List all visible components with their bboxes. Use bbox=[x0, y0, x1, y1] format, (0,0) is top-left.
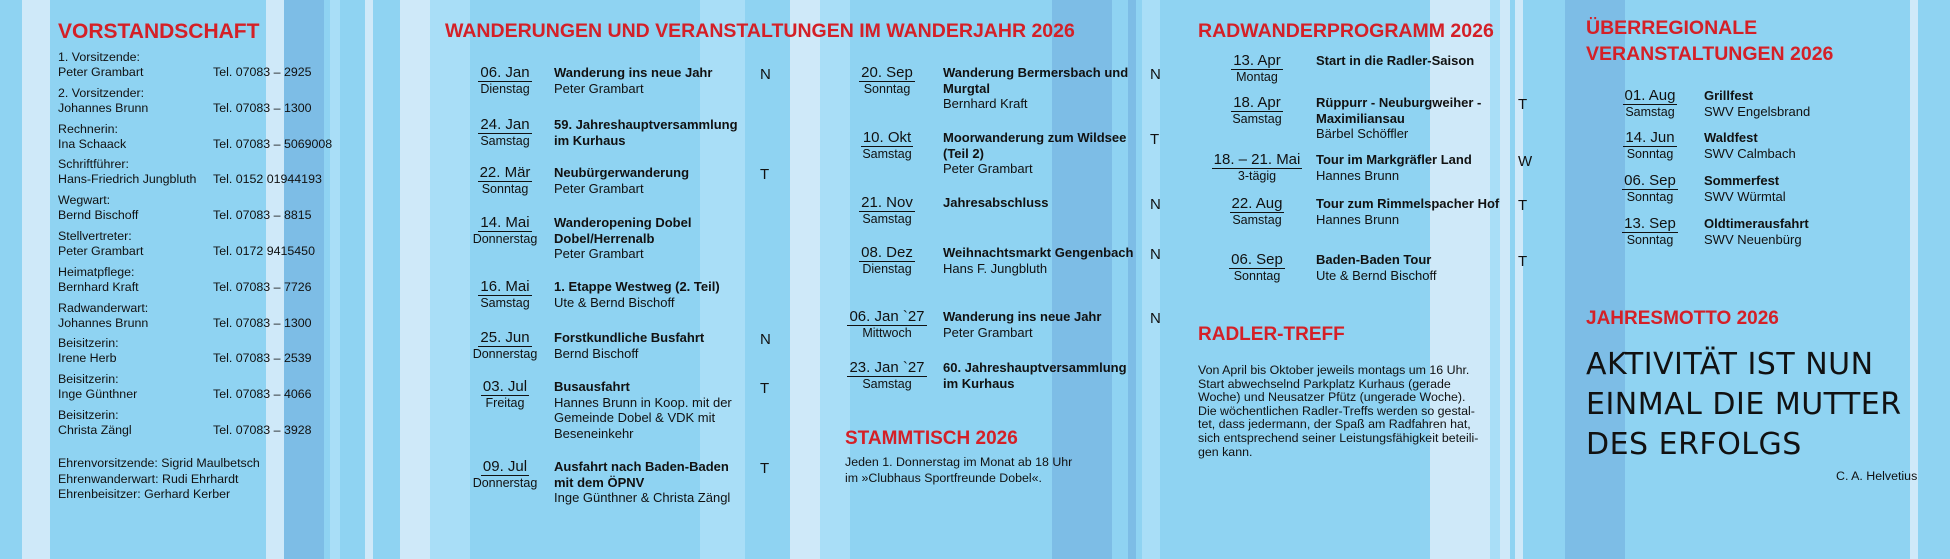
event-date-day: 10. Okt bbox=[862, 129, 912, 146]
radwander-title: RADWANDERPROGRAMM 2026 bbox=[1198, 20, 1494, 42]
event-title bbox=[1316, 252, 1508, 283]
member-name: Peter Grambart bbox=[58, 65, 144, 79]
motto-title: JAHRESMOTTO 2026 bbox=[1586, 308, 1779, 329]
event-date-day: 16. Mai bbox=[480, 278, 530, 295]
event-weekday: Samstag bbox=[1625, 105, 1675, 119]
event-weekday: Donnerstag bbox=[472, 232, 538, 246]
event-title bbox=[943, 245, 1135, 276]
event-date-day: 09. Jul bbox=[482, 458, 528, 475]
member-role: Beisitzerin: bbox=[58, 336, 119, 351]
event-organizer: Hannes Brunn bbox=[1316, 167, 1400, 183]
event-date bbox=[1602, 87, 1698, 119]
event-date bbox=[832, 244, 942, 276]
event-title bbox=[554, 215, 746, 262]
event-name: Jahresabschluss bbox=[943, 195, 1049, 210]
event-title bbox=[1316, 152, 1508, 183]
member-role: Heimatpflege: bbox=[58, 264, 135, 279]
member-phone: Tel. 07083 – 4066 bbox=[213, 387, 312, 402]
event-organizer: Hannes Brunn in Koop. mit der Gemeinde Dobel & VDK mit Beseneinkehr bbox=[554, 394, 732, 441]
event-difficulty-mark: T bbox=[760, 460, 770, 477]
event-weekday: Dienstag bbox=[862, 262, 912, 276]
event-organizer: Inge Günthner & Christa Zängl bbox=[554, 490, 731, 505]
member-phone: Tel. 07083 – 2925 bbox=[213, 65, 312, 79]
event-organizer: Peter Grambart bbox=[554, 180, 644, 196]
event-date bbox=[446, 278, 564, 310]
board-title: VORSTANDSCHAFT bbox=[58, 20, 260, 43]
board-member-row bbox=[58, 229, 358, 265]
event-date bbox=[446, 164, 564, 196]
event-difficulty-mark: T bbox=[1518, 96, 1528, 113]
event-date bbox=[1205, 195, 1309, 227]
event-date bbox=[1602, 215, 1698, 247]
member-name: Peter Grambart bbox=[58, 243, 144, 258]
event-date-day: 13. Sep bbox=[1624, 215, 1676, 232]
event-name: Tour im Markgräfler Land bbox=[1316, 152, 1472, 167]
event-difficulty-mark: N bbox=[1150, 246, 1161, 263]
event-weekday: Samstag bbox=[862, 377, 912, 391]
motto-line: EINMAL DIE MUTTER bbox=[1586, 387, 1902, 422]
event-organizer: Hans F. Jungbluth bbox=[943, 260, 1048, 276]
event-difficulty-mark: N bbox=[760, 66, 771, 83]
event-organizer: Hannes Brunn bbox=[1316, 211, 1400, 227]
member-name: Hans-Friedrich Jungbluth bbox=[58, 172, 197, 187]
event-difficulty-mark: T bbox=[1518, 253, 1528, 270]
event-title bbox=[1316, 53, 1508, 69]
member-name: Inge Günthner bbox=[58, 387, 138, 402]
member-phone: Tel. 07083 – 8815 bbox=[213, 208, 312, 223]
event-weekday: 3-tägig bbox=[1237, 169, 1277, 183]
event-organizer: Peter Grambart bbox=[554, 80, 644, 96]
event-title bbox=[1704, 173, 1904, 204]
event-date-day: 01. Aug bbox=[1624, 87, 1676, 104]
regional-title-line: ÜBERREGIONALE bbox=[1586, 17, 1758, 39]
board-member-row bbox=[58, 408, 358, 444]
event-date-day: 06. Jan `27 bbox=[849, 308, 925, 325]
event-organizer: SWV Neuenbürg bbox=[1704, 231, 1802, 247]
member-role: 2. Vorsitzender: bbox=[58, 85, 145, 100]
radlertreff-line: sich entsprechend seiner Leistungsfähigkeit beteili- bbox=[1198, 430, 1479, 445]
event-weekday: Freitag bbox=[485, 396, 525, 410]
member-name: Bernhard Kraft bbox=[58, 279, 139, 294]
event-name: Waldfest bbox=[1704, 130, 1758, 145]
event-title bbox=[943, 195, 1135, 211]
honorary-line: Ehrenwanderwart: Rudi Ehrhardt bbox=[58, 471, 239, 486]
event-date bbox=[446, 329, 564, 361]
event-organizer: Bernd Bischoff bbox=[554, 345, 639, 361]
radlertreff-title: RADLER-TREFF bbox=[1198, 324, 1345, 345]
member-role: Beisitzerin: bbox=[58, 407, 119, 422]
event-date bbox=[832, 194, 942, 226]
member-role: 1. Vorsitzende: bbox=[58, 50, 140, 64]
event-difficulty-mark: T bbox=[1518, 197, 1528, 214]
event-title bbox=[1704, 130, 1904, 161]
hikes-title: WANDERUNGEN UND VERANSTALTUNGEN IM WANDERJAHR 2026 bbox=[445, 20, 1075, 42]
honorary-line: Ehrenbeisitzer: Gerhard Kerber bbox=[58, 487, 231, 501]
event-weekday: Montag bbox=[1236, 70, 1278, 84]
event-title bbox=[554, 165, 746, 196]
event-weekday: Samstag bbox=[480, 134, 530, 148]
event-date-day: 14. Jun bbox=[1625, 129, 1675, 146]
event-date bbox=[832, 129, 942, 161]
member-name: Christa Zängl bbox=[58, 422, 132, 437]
member-role: Beisitzerin: bbox=[58, 372, 119, 387]
board-member-row bbox=[58, 265, 358, 301]
event-name: Grillfest bbox=[1704, 88, 1754, 103]
event-weekday: Dienstag bbox=[480, 82, 530, 96]
board-member-row bbox=[58, 157, 358, 193]
event-name: Baden-Baden Tour bbox=[1316, 252, 1432, 267]
member-phone: Tel. 07083 – 5069008 bbox=[213, 136, 333, 151]
event-name: Tour zum Rimmelspacher Hof bbox=[1316, 196, 1500, 211]
motto-line: AKTIVITÄT IST NUN bbox=[1586, 347, 1874, 382]
event-date bbox=[832, 308, 942, 340]
board-member-row bbox=[58, 372, 358, 408]
event-date bbox=[1205, 94, 1309, 126]
event-date-day: 06. Jan bbox=[480, 64, 530, 81]
event-date bbox=[1205, 52, 1309, 84]
event-date-day: 25. Jun bbox=[480, 329, 530, 346]
event-date-day: 23. Jan `27 bbox=[849, 359, 925, 376]
radlertreff-line: gen kann. bbox=[1198, 444, 1253, 459]
event-date-day: 22. Mär bbox=[479, 164, 531, 181]
member-role: Stellvertreter: bbox=[58, 228, 132, 243]
event-title bbox=[554, 379, 746, 441]
member-phone: Tel. 0172 9415450 bbox=[213, 243, 315, 258]
event-weekday: Donnerstag bbox=[472, 476, 538, 490]
event-date bbox=[832, 359, 942, 391]
event-name: Wanderung ins neue Jahr bbox=[943, 309, 1102, 324]
event-name: Busausfahrt bbox=[554, 379, 630, 394]
event-difficulty-mark: N bbox=[760, 331, 771, 348]
event-title bbox=[943, 130, 1135, 177]
event-name: Forstkundliche Busfahrt bbox=[554, 330, 705, 345]
event-difficulty-mark: N bbox=[1150, 66, 1161, 83]
event-date-day: 06. Sep bbox=[1624, 172, 1676, 189]
honorary-members bbox=[58, 456, 260, 503]
event-name: 1. Etappe Westweg (2. Teil) bbox=[554, 279, 720, 294]
event-date-day: 08. Dez bbox=[861, 244, 913, 261]
event-difficulty-mark: N bbox=[1150, 310, 1161, 327]
event-weekday: Samstag bbox=[1232, 213, 1282, 227]
member-role: Radwanderwart: bbox=[58, 300, 149, 315]
event-organizer: SWV Würmtal bbox=[1704, 188, 1786, 204]
event-name: Weihnachtsmarkt Gengenbach bbox=[943, 245, 1134, 260]
event-organizer: SWV Engelsbrand bbox=[1704, 103, 1811, 119]
event-weekday: Samstag bbox=[862, 212, 912, 226]
event-title bbox=[943, 65, 1135, 112]
event-organizer: Ute & Bernd Bischoff bbox=[554, 294, 675, 310]
board-member-row bbox=[58, 301, 358, 337]
event-weekday: Sonntag bbox=[481, 182, 529, 196]
event-title bbox=[943, 309, 1135, 340]
event-date bbox=[446, 64, 564, 96]
event-difficulty-mark: T bbox=[1150, 131, 1160, 148]
motto-quote bbox=[1586, 345, 1926, 465]
event-name: Moorwanderung zum Wildsee (Teil 2) bbox=[943, 130, 1127, 161]
radlertreff-line: Woche) und Neusatzer Pfütz (ungerade Woche). bbox=[1198, 390, 1466, 405]
radlertreff-line: Von April bis Oktober jeweils montags um 16 Uhr. bbox=[1198, 363, 1470, 377]
event-name: Sommerfest bbox=[1704, 173, 1780, 188]
event-title bbox=[1316, 95, 1508, 142]
event-name: 59. Jahreshauptversammlung im Kurhaus bbox=[554, 117, 738, 148]
member-name: Irene Herb bbox=[58, 351, 117, 366]
event-date bbox=[1205, 151, 1309, 183]
member-role: Rechnerin: bbox=[58, 121, 118, 136]
event-title bbox=[1704, 88, 1904, 119]
event-weekday: Donnerstag bbox=[472, 347, 538, 361]
event-date bbox=[832, 64, 942, 96]
event-name: Wanderung ins neue Jahr bbox=[554, 65, 713, 80]
event-weekday: Sonntag bbox=[1626, 147, 1674, 161]
event-date-day: 21. Nov bbox=[861, 194, 913, 211]
event-date bbox=[1602, 172, 1698, 204]
event-title bbox=[554, 459, 746, 506]
event-organizer: Peter Grambart bbox=[943, 161, 1033, 176]
event-weekday: Samstag bbox=[862, 147, 912, 161]
regional-title bbox=[1586, 15, 1833, 67]
event-organizer: Bärbel Schöffler bbox=[1316, 126, 1409, 141]
event-name: Rüppurr - Neuburgweiher - Maximiliansau bbox=[1316, 95, 1482, 126]
event-difficulty-mark: T bbox=[760, 166, 770, 183]
board-member-row bbox=[58, 86, 358, 122]
event-organizer: SWV Calmbach bbox=[1704, 145, 1796, 161]
event-weekday: Samstag bbox=[480, 296, 530, 310]
board-member-row bbox=[58, 50, 358, 86]
member-phone: Tel. 07083 – 1300 bbox=[213, 100, 312, 115]
event-difficulty-mark: W bbox=[1518, 153, 1533, 170]
member-name: Ina Schaack bbox=[58, 136, 127, 151]
board-member-row bbox=[58, 336, 358, 372]
board-member-row bbox=[58, 122, 358, 158]
event-date bbox=[446, 458, 564, 490]
member-phone: Tel. 07083 – 7726 bbox=[213, 279, 312, 294]
regional-title-line: VERANSTALTUNGEN 2026 bbox=[1586, 43, 1834, 65]
event-date-day: 06. Sep bbox=[1231, 251, 1283, 268]
event-date-day: 24. Jan bbox=[480, 116, 530, 133]
stammtisch-title: STAMMTISCH 2026 bbox=[845, 428, 1018, 449]
event-title bbox=[1316, 196, 1508, 227]
motto-line: DES ERFOLGS bbox=[1586, 427, 1802, 462]
honorary-line: Ehrenvorsitzende: Sigrid Maulbetsch bbox=[58, 456, 260, 470]
stammtisch-line: Jeden 1. Donnerstag im Monat ab 18 Uhr bbox=[845, 455, 1073, 469]
event-date-day: 20. Sep bbox=[861, 64, 913, 81]
board-member-row bbox=[58, 193, 358, 229]
event-title bbox=[554, 330, 746, 361]
member-name: Bernd Bischoff bbox=[58, 208, 139, 223]
event-weekday: Sonntag bbox=[1626, 233, 1674, 247]
event-name: Wanderopening Dobel Dobel/Herrenalb bbox=[554, 215, 692, 246]
event-name: Neubürgerwanderung bbox=[554, 165, 690, 180]
event-date bbox=[446, 214, 564, 246]
member-name: Johannes Brunn bbox=[58, 315, 149, 330]
event-title bbox=[554, 65, 746, 96]
member-phone: Tel. 07083 – 2539 bbox=[213, 351, 312, 366]
stammtisch-line: im »Clubhaus Sportfreunde Dobel«. bbox=[845, 470, 1042, 485]
event-date-day: 14. Mai bbox=[480, 214, 530, 231]
event-name: Wanderung Bermersbach und Murgtal bbox=[943, 65, 1129, 96]
event-name: 60. Jahreshauptversammlung im Kurhaus bbox=[943, 360, 1127, 391]
event-date-day: 18. – 21. Mai bbox=[1213, 151, 1301, 168]
event-organizer: Bernhard Kraft bbox=[943, 96, 1028, 111]
event-difficulty-mark: T bbox=[760, 380, 770, 397]
event-name: Oldtimerausfahrt bbox=[1704, 216, 1809, 231]
radlertreff-line: tet, dass jedermann, der Spaß am Radfahren hat, bbox=[1198, 417, 1471, 432]
member-role: Wegwart: bbox=[58, 193, 111, 208]
motto-author: C. A. Helvetius bbox=[1836, 469, 1918, 483]
event-date-day: 13. Apr bbox=[1233, 52, 1281, 69]
event-weekday: Mittwoch bbox=[862, 326, 912, 340]
event-weekday: Sonntag bbox=[1233, 269, 1281, 283]
event-title bbox=[1704, 216, 1904, 247]
event-date bbox=[446, 378, 564, 410]
event-title bbox=[554, 117, 746, 148]
event-date-day: 22. Aug bbox=[1231, 195, 1283, 212]
event-organizer: Peter Grambart bbox=[943, 324, 1033, 340]
event-title bbox=[554, 279, 746, 310]
event-date-day: 18. Apr bbox=[1233, 94, 1281, 111]
event-date bbox=[446, 116, 564, 148]
stammtisch-text bbox=[845, 455, 1072, 486]
member-name: Johannes Brunn bbox=[58, 100, 149, 115]
event-name: Start in die Radler-Saison bbox=[1316, 53, 1475, 68]
member-role: Schriftführer: bbox=[58, 157, 129, 172]
radlertreff-line: Start abwechselnd Parkplatz Kurhaus (gerade bbox=[1198, 376, 1451, 391]
event-date-day: 03. Jul bbox=[482, 378, 528, 395]
event-weekday: Sonntag bbox=[1626, 190, 1674, 204]
event-difficulty-mark: N bbox=[1150, 196, 1161, 213]
event-weekday: Sonntag bbox=[863, 82, 911, 96]
event-date bbox=[1602, 129, 1698, 161]
member-phone: Tel. 07083 – 1300 bbox=[213, 315, 312, 330]
event-weekday: Samstag bbox=[1232, 112, 1282, 126]
event-name: Ausfahrt nach Baden-Baden mit dem ÖPNV bbox=[554, 459, 729, 490]
member-phone: Tel. 0152 01944193 bbox=[213, 172, 322, 187]
event-organizer: Peter Grambart bbox=[554, 246, 644, 261]
radlertreff-line: Die wöchentlichen Radler-Treffs werden so gestal- bbox=[1198, 403, 1475, 418]
board-member-list bbox=[58, 50, 358, 444]
member-phone: Tel. 07083 – 3928 bbox=[213, 422, 312, 437]
event-title bbox=[943, 360, 1135, 391]
event-organizer: Ute & Bernd Bischoff bbox=[1316, 267, 1437, 283]
event-date bbox=[1205, 251, 1309, 283]
radlertreff-text bbox=[1198, 364, 1503, 459]
